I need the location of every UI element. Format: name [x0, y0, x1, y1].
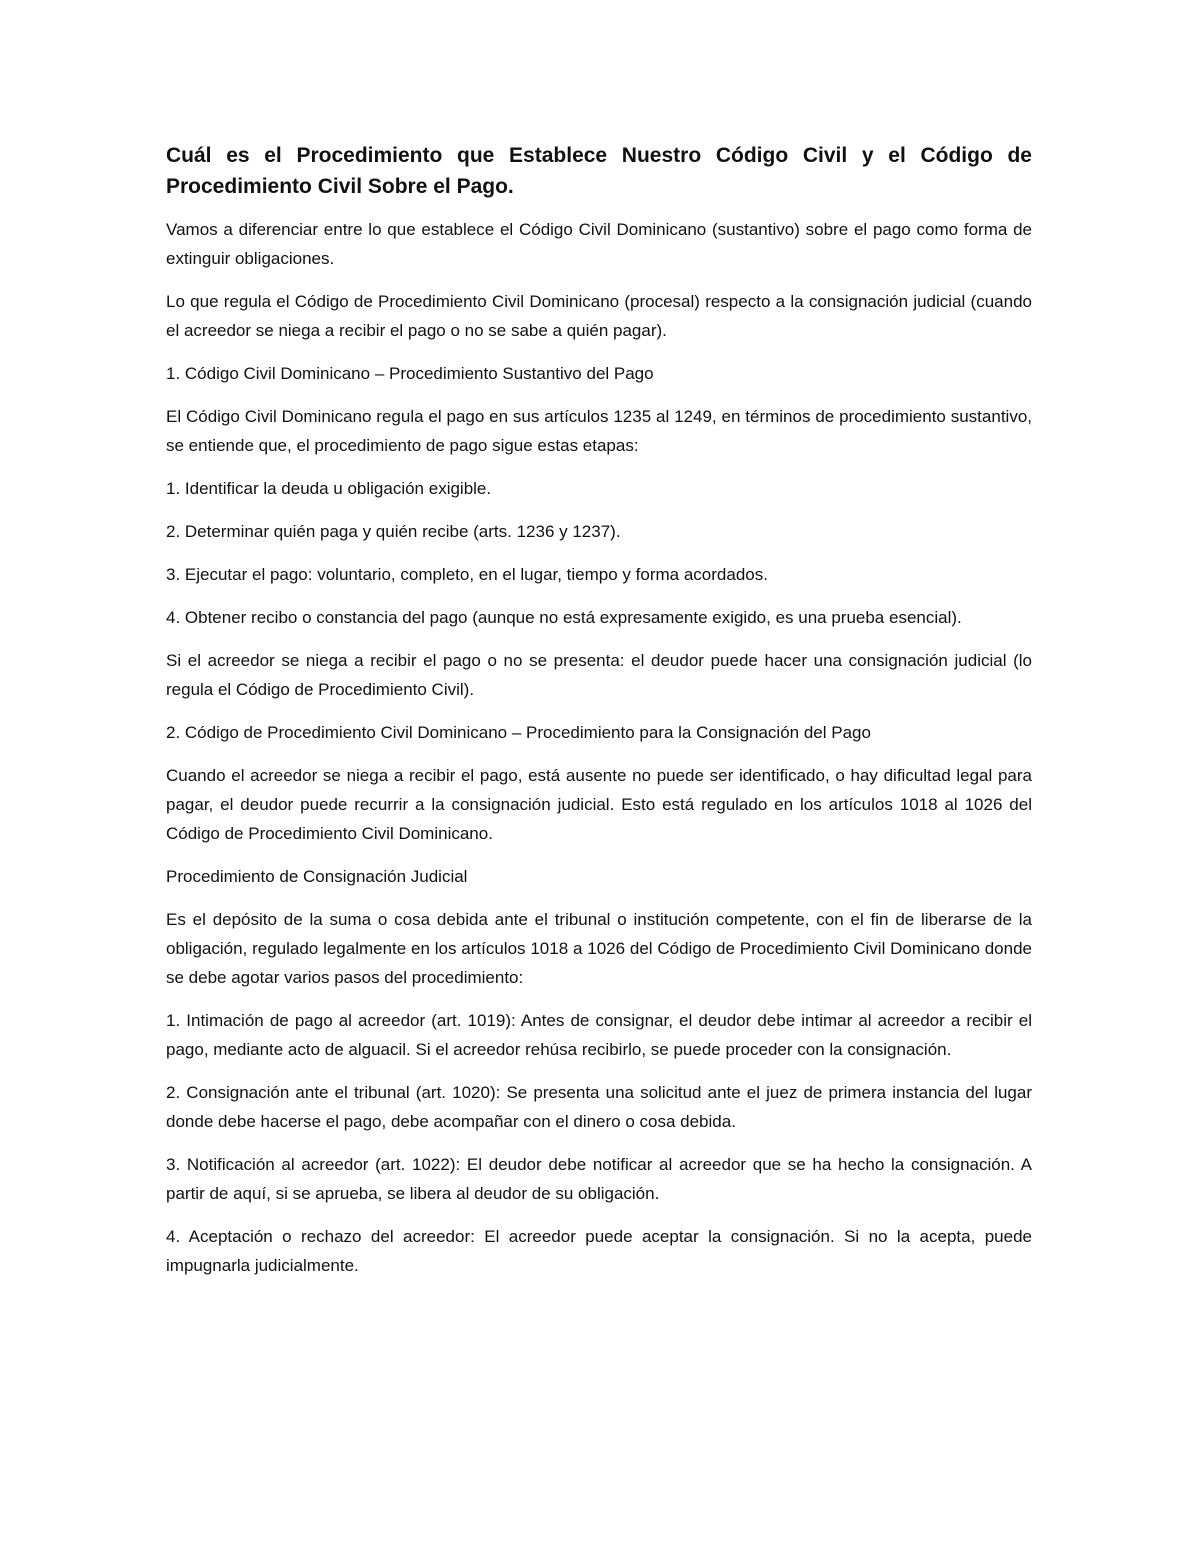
intro-paragraph: Lo que regula el Código de Procedimiento Civil Dominicano (procesal) respecto a la consignación judicial (cuando el acreedor se niega a recibir el pago o no se sabe a quién pagar). [166, 292, 1032, 340]
document-page [166, 140, 1032, 1294]
section-heading: 1. Código Civil Dominicano – Procedimiento Sustantivo del Pago [166, 364, 654, 383]
list-item: 3. Notificación al acreedor (art. 1022): El deudor debe notificar al acreedor que se ha hecho la consignación. A partir de aquí, si se aprueba, se libera al deudor de su obligación. [166, 1155, 1032, 1203]
document-title: Cuál es el Procedimiento que Establece Nuestro Código Civil y el Código de Procedimiento Civil Sobre el Pago. [166, 144, 1032, 198]
list-item: 1. Intimación de pago al acreedor (art. 1019): Antes de consignar, el deudor debe intimar al acreedor a recibir el pago, mediante acto de alguacil. Si el acreedor rehúsa recibirlo, se puede proceder con la consignación. [166, 1011, 1032, 1059]
body-paragraph: El Código Civil Dominicano regula el pago en sus artículos 1235 al 1249, en términos de procedimiento sustantivo, se entiende que, el procedimiento de pago sigue estas etapas: [166, 407, 1032, 455]
section-heading: Procedimiento de Consignación Judicial [166, 867, 468, 886]
body-paragraph: Si el acreedor se niega a recibir el pago o no se presenta: el deudor puede hacer una consignación judicial (lo regula el Código de Procedimiento Civil). [166, 651, 1032, 699]
body-paragraph: Cuando el acreedor se niega a recibir el pago, está ausente no puede ser identificado, o hay dificultad legal para pagar, el deudor puede recurrir a la consignación judicial. Esto está regulado en los artículos 1018 al 1026 del Código de Procedimiento Civil Dominicano. [166, 766, 1032, 843]
list-item: 2. Consignación ante el tribunal (art. 1020): Se presenta una solicitud ante el juez de primera instancia del lugar donde debe hacerse el pago, debe acompañar con el dinero o cosa debida. [166, 1083, 1032, 1131]
list-item: 4. Aceptación o rechazo del acreedor: El acreedor puede aceptar la consignación. Si no la acepta, puede impugnarla judicialmente. [166, 1227, 1032, 1275]
list-item: 2. Determinar quién paga y quién recibe (arts. 1236 y 1237). [166, 522, 621, 541]
list-item: 4. Obtener recibo o constancia del pago (aunque no está expresamente exigido, es una prueba esencial). [166, 608, 962, 627]
body-paragraph: Es el depósito de la suma o cosa debida ante el tribunal o institución competente, con el fin de liberarse de la obligación, regulado legalmente en los artículos 1018 a 1026 del Código de Procedimiento Civil Dominicano donde se debe agotar varios pasos del procedimiento: [166, 910, 1032, 987]
section-heading: 2. Código de Procedimiento Civil Dominicano – Procedimiento para la Consignación del Pago [166, 723, 871, 742]
list-item: 1. Identificar la deuda u obligación exigible. [166, 479, 492, 498]
list-item: 3. Ejecutar el pago: voluntario, completo, en el lugar, tiempo y forma acordados. [166, 565, 768, 584]
intro-paragraph: Vamos a diferenciar entre lo que establece el Código Civil Dominicano (sustantivo) sobre el pago como forma de extinguir obligaciones. [166, 220, 1032, 268]
